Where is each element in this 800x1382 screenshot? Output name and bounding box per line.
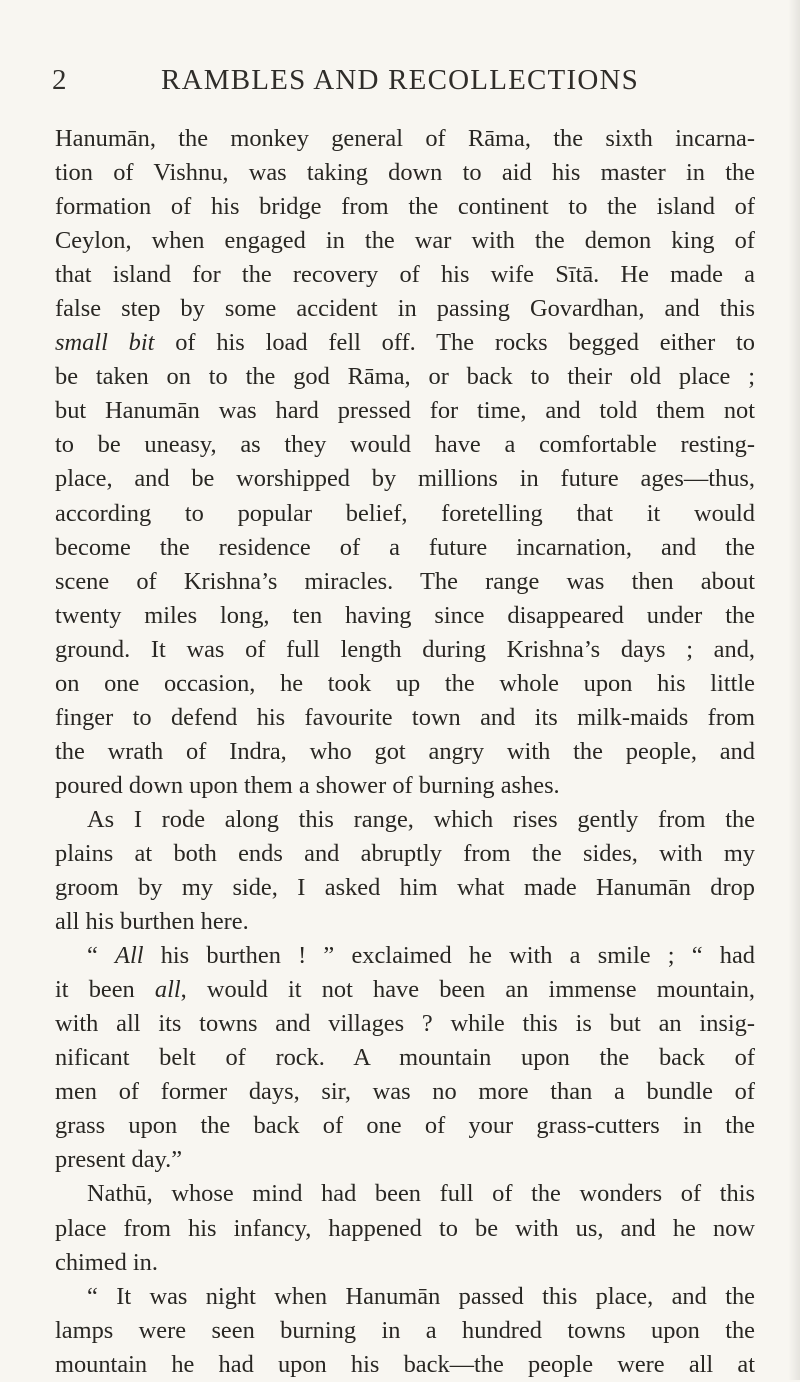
running-title: RAMBLES AND RECOLLECTIONS [161, 64, 639, 96]
paragraph-end-line: all his burthen here. [55, 908, 249, 936]
text-line: Hanumān, the monkey general of Rāma, the sixth incarna- [55, 125, 755, 152]
paragraph-end-line: present day.” [55, 1146, 183, 1174]
italic-text: All [115, 942, 144, 970]
text-line: grass upon the back of one of your grass-cutters in the [55, 1112, 755, 1140]
text-line: according to popular belief, foretelling that it would [55, 499, 755, 527]
text-line: to be uneasy, as they would have a comfortable resting- [55, 431, 755, 459]
text-line: tion of Vishnu, was taking down to aid his master in the [55, 159, 755, 187]
text-line: place, and be worshipped by millions in future ages—thus, [55, 465, 755, 493]
text-line: but Hanumān was hard pressed for time, and told them not [55, 397, 755, 425]
text-line: with all its towns and villages ? while this is but an insig- [55, 1010, 755, 1038]
text-line: that island for the recovery of his wife Sītā. He made a [55, 261, 755, 289]
text-line: the wrath of Indra, who got angry with the people, and [55, 737, 755, 765]
text-line: groom by my side, I asked him what made Hanumān drop [55, 874, 755, 902]
paragraph-end-line: poured down upon them a shower of burning ashes. [55, 771, 560, 799]
text-line: formation of his bridge from the continent to the island of [55, 193, 755, 221]
page-edge-shadow [788, 0, 800, 1380]
italic-text: small bit [55, 329, 155, 357]
text-line: lamps were seen burning in a hundred towns upon the [55, 1316, 755, 1344]
text-line: plains at both ends and abruptly from the sides, with my [55, 839, 755, 867]
text-line: mountain he had upon his back—the people were all at [55, 1350, 755, 1378]
text-line: scene of Krishna’s miracles. The range was then about [55, 567, 755, 595]
page-body-text [55, 122, 755, 1382]
text-line: be taken on to the god Rāma, or back to their old place ; [55, 363, 755, 391]
paragraph-end-line: chimed in. [55, 1248, 158, 1276]
text-line: finger to defend his favourite town and its milk-maids from [55, 703, 755, 731]
text-line: small bit of his load fell off. The rocks begged either to [55, 329, 755, 357]
italic-text: all [154, 976, 181, 1004]
text-line: place from his infancy, happened to be with us, and he now [55, 1214, 755, 1242]
paragraph-first-line: As I rode along this range, which rises gently from the [87, 805, 755, 833]
paragraph-first-line: “ It was night when Hanumān passed this place, and the [87, 1282, 755, 1310]
paragraph-first-line: Nathū, whose mind had been full of the wonders of this [87, 1180, 755, 1208]
page-number: 2 [52, 64, 67, 96]
text-line: ground. It was of full length during Krishna’s days ; and, [55, 635, 755, 663]
text-line: it been all, would it not have been an immense mountain, [55, 976, 755, 1004]
text-line: Ceylon, when engaged in the war with the demon king of [55, 227, 755, 255]
text-line: nificant belt of rock. A mountain upon the back of [55, 1044, 755, 1072]
text-line: on one occasion, he took up the whole upon his little [55, 669, 755, 697]
text-line: false step by some accident in passing Govardhan, and this [55, 295, 755, 323]
text-line: twenty miles long, ten having since disappeared under the [55, 601, 755, 629]
text-line: men of former days, sir, was no more than a bundle of [55, 1078, 755, 1106]
text-line: become the residence of a future incarnation, and the [55, 533, 755, 561]
paragraph-first-line: “ All his burthen ! ” exclaimed he with a smile ; “ had [87, 942, 755, 970]
